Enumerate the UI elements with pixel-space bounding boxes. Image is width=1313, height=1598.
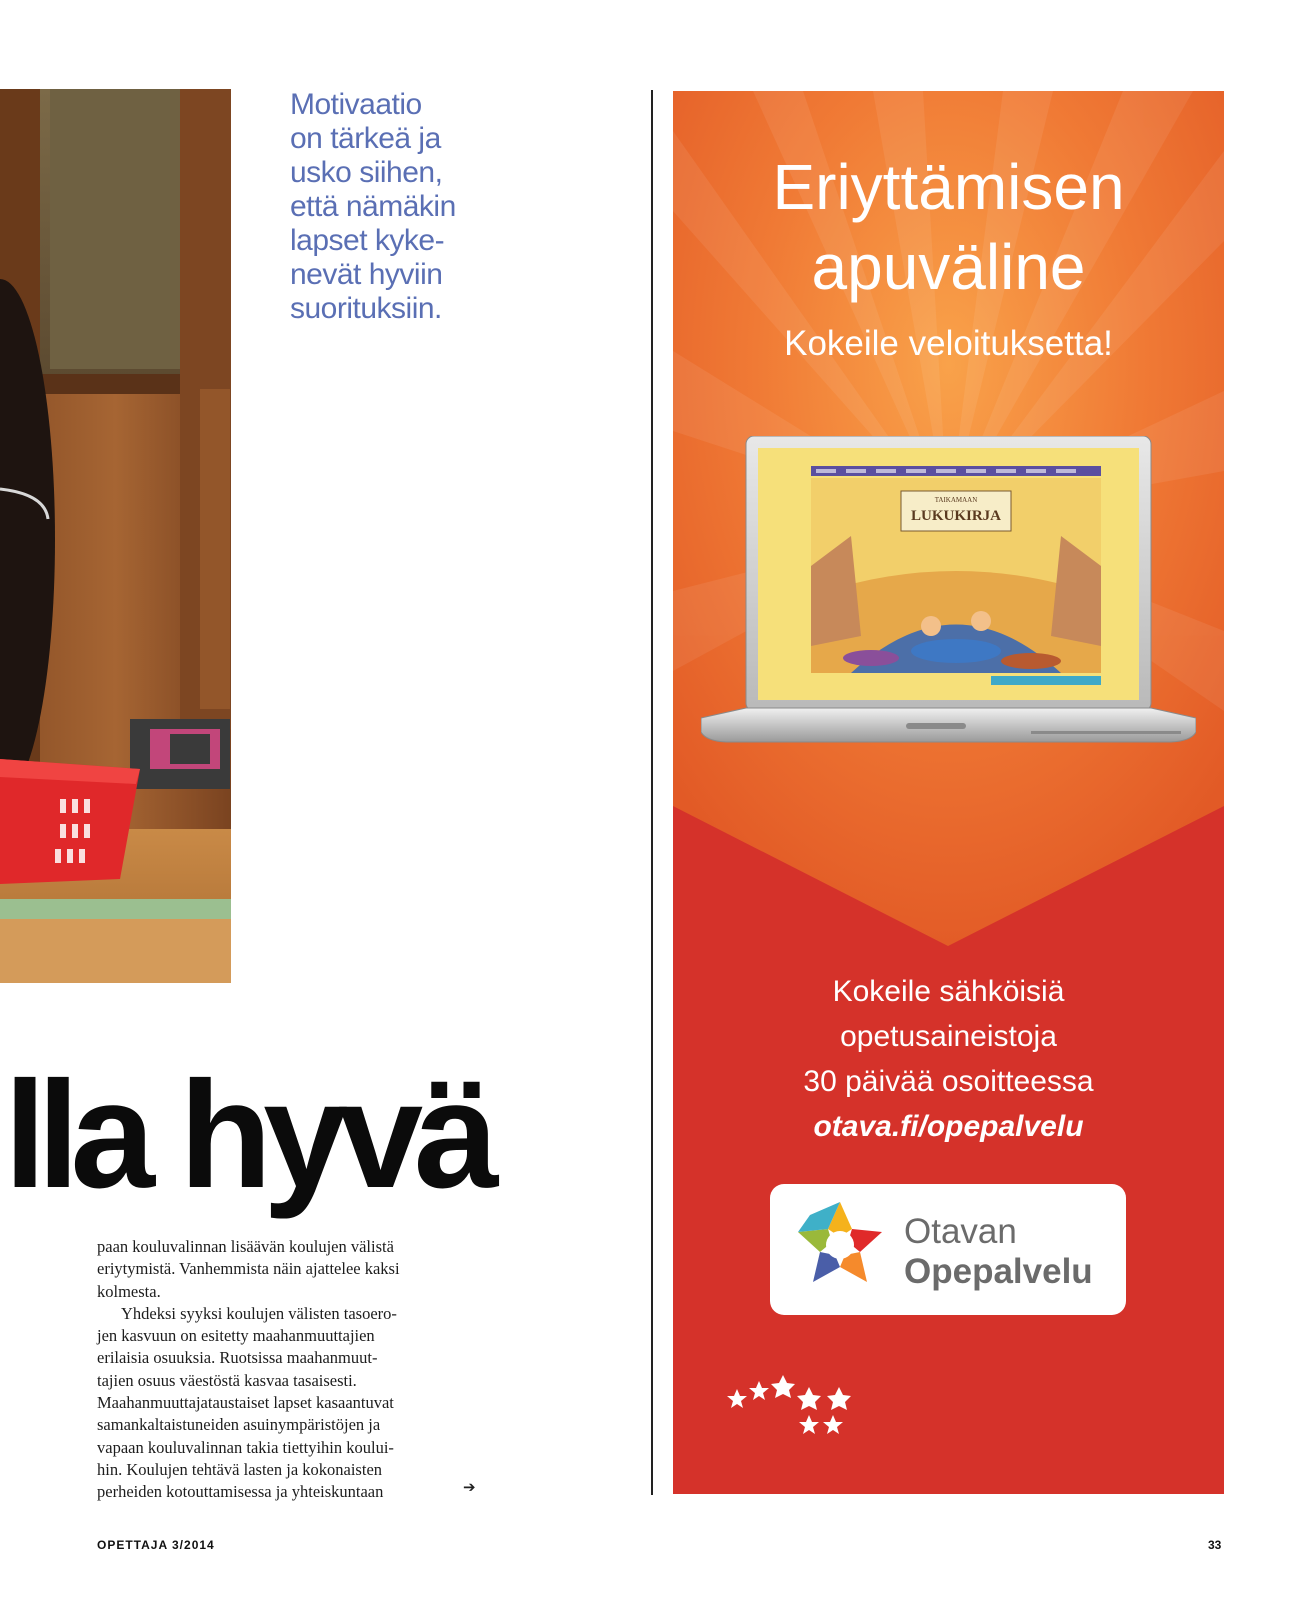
pull-quote-line: on tärkeä ja bbox=[290, 122, 441, 155]
ad-cta-line: Kokeile sähköisiä bbox=[832, 975, 1065, 1008]
ad-call-to-action bbox=[673, 969, 1224, 1149]
pull-quote-line: suorituksiin. bbox=[290, 292, 442, 325]
body-line: erilaisia osuuksia. Ruotsissa maahanmuut- bbox=[97, 1348, 378, 1368]
ad-url-link[interactable]: otava.fi/opepalvelu bbox=[813, 1110, 1084, 1143]
body-line: Yhdeksi syyksi koulujen välisten tasoero- bbox=[121, 1303, 397, 1323]
pull-quote-line: että nämäkin bbox=[290, 190, 456, 223]
article-headline: lla hyvä bbox=[4, 1050, 490, 1220]
laptop-illustration bbox=[701, 436, 1196, 756]
ad-title-line: apuväline bbox=[811, 231, 1086, 303]
ad-title-line: Eriyttämisen bbox=[772, 151, 1125, 223]
logo-text-otavan: Otavan bbox=[904, 1212, 1017, 1251]
advertisement[interactable] bbox=[673, 91, 1224, 1494]
screen-title-small: TAIKAMAAN bbox=[934, 496, 978, 504]
star-logo-icon bbox=[790, 1197, 890, 1297]
ad-cta-line: 30 päivää osoitteessa bbox=[803, 1065, 1094, 1098]
page-number: 33 bbox=[1208, 1538, 1222, 1552]
pull-quote-line: Motivaatio bbox=[290, 88, 422, 121]
body-line: jen kasvuun on esitetty maahanmuuttajien bbox=[97, 1326, 375, 1346]
ad-cta-line: opetusaineistoja bbox=[840, 1020, 1057, 1053]
pull-quote-line: usko siihen, bbox=[290, 156, 443, 189]
pull-quote-line: lapset kyke- bbox=[290, 224, 445, 257]
pull-quote bbox=[290, 88, 530, 326]
continue-arrow-icon: ➔ bbox=[463, 1478, 476, 1496]
screen-title-big: LUKUKIRJA bbox=[910, 508, 1002, 524]
ad-subtitle: Kokeile veloituksetta! bbox=[784, 324, 1113, 363]
pull-quote-line: nevät hyviin bbox=[290, 258, 443, 291]
body-line: kolmesta. bbox=[97, 1281, 161, 1301]
ad-title bbox=[673, 147, 1224, 307]
body-line: paan kouluvalinnan lisäävän koulujen välistä bbox=[97, 1237, 394, 1256]
column-divider bbox=[651, 90, 653, 1495]
body-line: perheiden kotouttamisessa ja yhteiskuntaan bbox=[97, 1482, 384, 1502]
article-photo bbox=[0, 89, 231, 983]
otavan-opepalvelu-logo[interactable] bbox=[770, 1184, 1126, 1315]
decorative-stars-icon bbox=[725, 1371, 865, 1451]
body-line: samankaltaistuneiden asuinympäristöjen ja bbox=[97, 1415, 381, 1435]
body-line: Maahanmuuttajataustaiset lapset kasaantuvat bbox=[97, 1393, 394, 1413]
body-line: tajien osuus väestöstä kasvaa tasaisesti. bbox=[97, 1370, 357, 1390]
body-line: hin. Koulujen tehtävä lasten ja kokonaisten bbox=[97, 1459, 383, 1479]
publication-name: OPETTAJA 3/2014 bbox=[97, 1538, 215, 1552]
logo-text-opepalvelu: Opepalvelu bbox=[904, 1252, 1093, 1291]
body-line: vapaan kouluvalinnan takia tiettyihin koului- bbox=[97, 1437, 394, 1457]
article-body bbox=[97, 1236, 457, 1504]
body-line: eriytymistä. Vanhemmista näin ajattelee kaksi bbox=[97, 1259, 400, 1279]
